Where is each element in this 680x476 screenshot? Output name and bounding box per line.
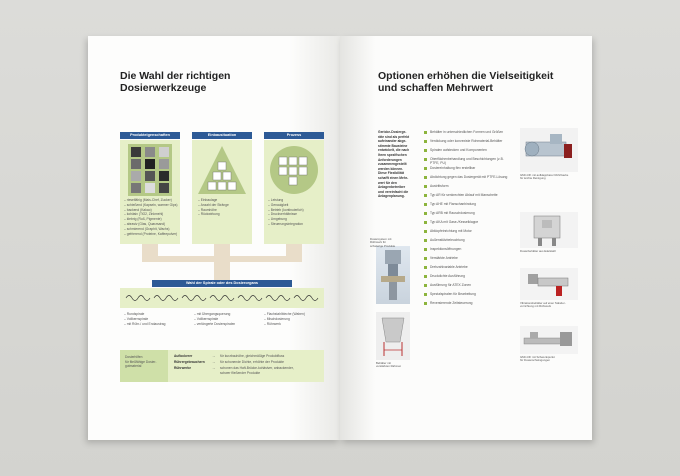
left-title-line2: Dosierwerkzeuge: [120, 82, 207, 94]
legend-key: Rührwerke: [174, 366, 192, 370]
caption-line: verstärkten Rahmen: [376, 364, 402, 369]
legend-text: schwer fließender Produkte: [220, 371, 261, 375]
list-item: – kohäsiv (TiO2, Zinkmehl): [124, 212, 164, 217]
list-item: – abrasiv (Glas, Quarzsand): [124, 221, 166, 226]
list-item: – Raumhöhe: [198, 207, 217, 212]
intro-line: schafft einen Mehr-: [378, 175, 409, 180]
header-installation: Einbausituation: [192, 132, 252, 139]
spiral-list-2: [194, 312, 235, 326]
list-item: – Rundspirale: [124, 312, 145, 316]
caption-left-1: [370, 238, 395, 248]
legend-title-box: [120, 350, 168, 382]
bullet-icon: [424, 131, 427, 134]
option-text: Abklopfeinrichtung mit Motor: [430, 229, 472, 233]
product-texture-grid: [128, 144, 172, 196]
option-item: [424, 274, 510, 283]
right-page-title: [378, 70, 553, 94]
intro-line: Anforderungen: [378, 157, 402, 162]
flow-arrow-shape: [120, 244, 324, 280]
machine-image-4: [520, 326, 578, 354]
bullet-icon: [424, 230, 427, 233]
caption-line: GMC-DF mit Schwenkpunkt: [520, 355, 555, 359]
option-item: [424, 166, 510, 175]
list-item: – mit Rühr-/ und Endaustrag: [124, 321, 166, 326]
option-text: Typ AKA mit Gase-/Kesselklappe: [430, 220, 479, 224]
process-circle: [268, 144, 320, 196]
caption-left-2: [376, 362, 401, 369]
left-title-line1: Die Wahl der richtigen: [120, 70, 231, 82]
option-item: [424, 193, 510, 202]
caption-line: schwierige Produkte: [370, 243, 396, 248]
caption-img1: [520, 174, 568, 181]
caption-line: Behälter mit: [376, 361, 391, 365]
machine-image-1: [520, 128, 578, 172]
left-page-title: [120, 70, 230, 94]
bullet-icon: [424, 266, 427, 269]
option-text: Dosiereinhaltung flex erstellbar: [430, 166, 476, 170]
arrow-right-icon: →: [212, 366, 216, 370]
caption-line: vorrichtung mit Rührwerk: [520, 304, 552, 309]
option-item: [424, 184, 510, 193]
caption-img4: [520, 356, 555, 363]
option-item: [424, 175, 510, 184]
option-text: Spezialspiralen für Bearbeitung: [430, 292, 476, 296]
option-text: Typ ARB mit Rauschdosierung: [430, 211, 475, 215]
caption-img2: [520, 250, 556, 253]
bullet-icon: [424, 194, 427, 197]
bullet-icon: [424, 221, 427, 224]
option-item: [424, 256, 510, 265]
bullet-icon: [424, 302, 427, 305]
intro-line: entwickelt, die nach: [378, 148, 410, 153]
option-item: [424, 139, 510, 148]
list-item: – Druckverhältnisse: [268, 212, 297, 217]
intro-line: Diese Flexibilität: [378, 171, 405, 176]
spiral-list-1: [124, 312, 165, 326]
option-item: [424, 301, 510, 310]
machine-image-3: [520, 268, 578, 300]
list-item: – Flachstahlbleche (Waben): [264, 312, 305, 316]
caption-line: Vibrationsbehälter auf einer Ständer-: [520, 301, 566, 305]
option-text: Spiralen aufstecken und Komponenten: [430, 148, 487, 152]
intro-line: aufeinander abge-: [378, 139, 407, 144]
list-item: – mit Übergangsquerung: [194, 312, 231, 316]
caption-line: GMC-DK mit aufklappbarer Rührhaube: [520, 173, 569, 177]
option-text: Ausführung für ATEX Zonen: [430, 283, 471, 287]
intro-line: und vereinfacht die: [378, 189, 409, 194]
intro-line: wert für den: [378, 180, 397, 185]
option-text: Typ AHE mit Flanschanbindung: [430, 202, 476, 206]
bullet-icon: [424, 257, 427, 260]
right-title-line2: und schaffen Mehrwert: [378, 82, 493, 94]
option-item: [424, 157, 510, 166]
legend-title-line: für fließfähige Dosier-: [125, 359, 157, 364]
option-item: [424, 202, 510, 211]
intro-line: Anlagenplanung.: [378, 194, 405, 199]
list-item: – schießend (Kapseln, warmer Gips): [124, 202, 178, 207]
bullet-icon: [424, 239, 427, 242]
bullet-icon: [424, 149, 427, 152]
legend-key: Auflockerer: [174, 354, 193, 358]
bullet-icon: [424, 158, 427, 161]
spiral-choice-header: Wahl der Spirale oder des Dosierorgans: [152, 280, 292, 287]
intro-line: stimmte Bausteine: [378, 143, 408, 148]
option-text: Reversierende Zeitsteuerung: [430, 301, 473, 305]
option-text: Inspektionsöffnungen: [430, 247, 462, 251]
list-item: – Rührwerk: [264, 321, 281, 326]
arrow-right-icon: →: [212, 354, 216, 358]
option-item: [424, 229, 510, 238]
bullet-icon: [424, 167, 427, 170]
bullet-icon: [424, 293, 427, 296]
spiral-list-3: [264, 312, 305, 326]
bullet-icon: [424, 212, 427, 215]
option-item: [424, 220, 510, 229]
list-item: – Anzahl der Stränge: [198, 202, 229, 207]
bullet-icon: [424, 185, 427, 188]
option-item: [424, 247, 510, 256]
intro-line: Ihren spezifischen: [378, 152, 407, 157]
right-page: [340, 36, 592, 440]
option-item: [424, 148, 510, 157]
option-text: Druckdichte Ausführung: [430, 274, 466, 278]
list-item: – schmierend (Graphit, Wachs): [124, 226, 170, 231]
caption-img3: [520, 302, 566, 309]
legend-key: Rührergebrauchern: [174, 360, 205, 364]
frame-image: [376, 312, 410, 360]
list-item: – verlängerte Dosierspiralen: [194, 321, 236, 326]
list-item: – klebrig (Ruß, Pigmente): [124, 217, 162, 222]
list-item: – Betrieb (kontinuierlich): [268, 207, 304, 212]
bullet-icon: [424, 284, 427, 287]
process-list: [268, 198, 304, 227]
intro-line: Gericke-Dosierge-: [378, 130, 407, 134]
machine-image-2: [520, 212, 578, 248]
arrow-right-icon: →: [212, 360, 216, 364]
option-item: [424, 238, 510, 247]
option-item: [424, 130, 510, 139]
option-item: [424, 292, 510, 301]
list-item: – Rückwirkung: [198, 212, 220, 217]
header-process: Prozess: [264, 132, 324, 139]
option-text: Verdickung oder konvexiste Rohmaterial-Behälter: [430, 139, 503, 143]
option-text: Verstärkte Antriebe: [430, 256, 458, 260]
option-text: Drehzahlvariable Antriebe: [430, 265, 468, 269]
options-list: [424, 130, 510, 310]
left-page: [88, 36, 340, 440]
installation-triangle: [196, 144, 248, 196]
right-title-line1: Optionen erhöhen die Vielseitigkeit: [378, 70, 554, 82]
option-item: [424, 211, 510, 220]
list-item: – gefrierend (Proteine, Kaffeepulver): [124, 231, 178, 236]
list-item: – Einbaulage: [198, 198, 218, 202]
option-text: Abdichtung gegen das Dosiergerät mit PTFE-Lösung: [430, 175, 508, 179]
list-item: – rieselfähig (Mais-Chef, Zucker): [124, 198, 172, 202]
option-text: Typ AR für senkrechten Ablauf mit Manschette: [430, 193, 498, 197]
spiral-row: [120, 288, 324, 308]
caption-line: Dosierbehälter aus Edelstahl: [520, 249, 556, 253]
product-properties-list: [124, 198, 178, 236]
intro-line: zusammengestellt: [378, 162, 407, 167]
bullet-icon: [424, 203, 427, 206]
option-text: Behälter in unterschiedlichen Formen und Größen: [430, 130, 504, 134]
legend-text: für schonende Dichte, erhöhte der Produkte: [220, 360, 284, 364]
legend-title-line: gutmaterial: [125, 364, 142, 369]
legend-text: für kurzbauhöhe, gleichmäßige Produktfluss: [220, 354, 285, 358]
intro-line: werden können.: [378, 166, 404, 171]
list-item: – backend (Kakao): [124, 207, 152, 212]
intro-text: [378, 130, 409, 199]
list-item: – Leistung: [268, 198, 284, 202]
header-product-properties: Produkteigenschaften: [120, 132, 180, 139]
option-text: Oberflächenbehandlung und Beschichtungen (z.B. PTFE, PU): [430, 157, 504, 166]
legend-title-line: Dosierhilfen: [125, 355, 143, 359]
list-item: – Vollkernspirale: [194, 316, 219, 321]
intro-line: räte sind als perfekt: [378, 134, 410, 139]
list-item: – Mischdosierung: [264, 316, 290, 321]
bullet-icon: [424, 248, 427, 251]
option-item: [424, 265, 510, 274]
bullet-icon: [424, 176, 427, 179]
caption-line: Rührwerk für: [370, 240, 387, 245]
caption-line: für leichte Reinigung: [520, 176, 546, 181]
intro-line: Anlagenbetreiber: [378, 185, 406, 190]
bullet-icon: [424, 140, 427, 143]
installation-list: [198, 198, 229, 217]
caption-line: für Dosierschwingungen: [520, 358, 551, 363]
bullet-icon: [424, 275, 427, 278]
list-item: – Vollkernspirale: [124, 316, 149, 321]
option-text: Austrittsform: [430, 184, 449, 188]
list-item: – Genauigkeit: [268, 202, 289, 207]
list-item: – Umgebung: [268, 217, 287, 222]
option-text: Außenstützbeleuchtung: [430, 238, 465, 242]
caption-line: Dosiersystem mit: [370, 237, 392, 241]
dosing-system-image: [376, 246, 410, 304]
option-item: [424, 283, 510, 292]
list-item: – Steuerungsintegration: [268, 221, 304, 226]
legend-text: schonen das Haft-Brücke-kohäsiver, anbackender,: [220, 366, 294, 370]
